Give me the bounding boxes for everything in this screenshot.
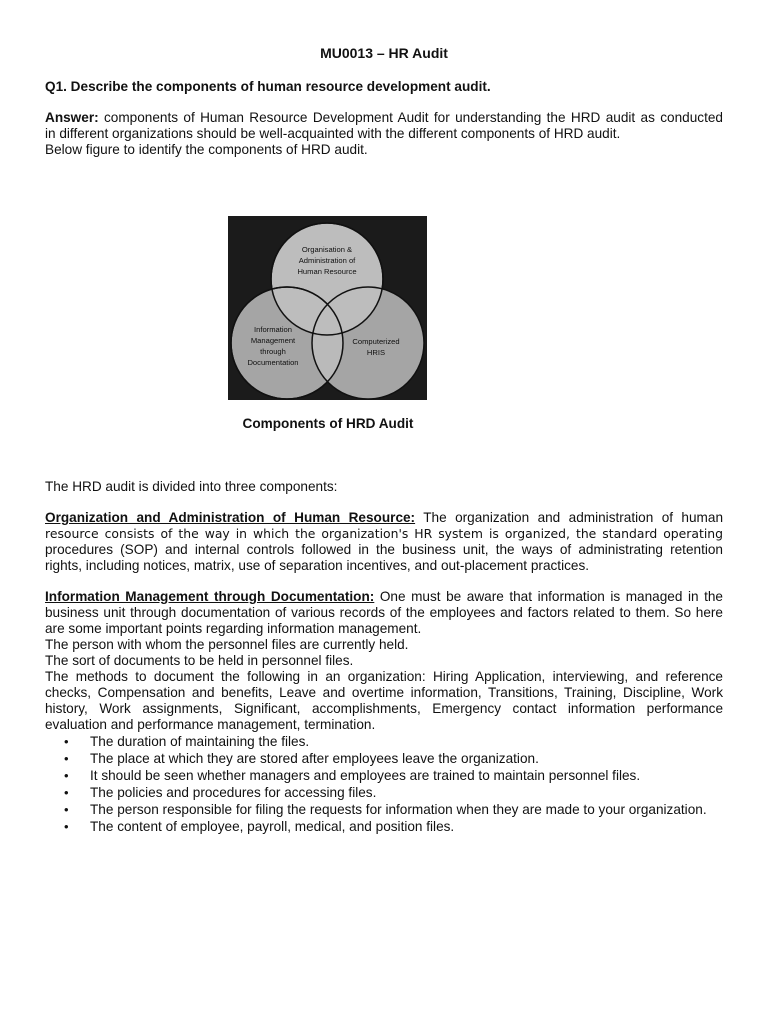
section2-line-1 (45, 589, 723, 605)
answer-line-2: in different organizations should be well-acquainted with the different components of HRD audit. (45, 126, 621, 141)
section1-line-1 (45, 510, 723, 526)
section2-line-4: The person with whom the personnel files are currently held. (45, 637, 409, 652)
document-title: MU0013 – HR Audit (320, 45, 448, 61)
venn-right-label-1: Computerized (352, 337, 400, 346)
figure-caption: Components of HRD Audit (242, 416, 414, 431)
section2-line-5: The sort of documents to be held in personnel files. (45, 653, 354, 668)
answer-line-3: Below figure to identify the components of HRD audit. (45, 142, 368, 157)
section2-line-3: are some important points regarding information management. (45, 621, 422, 636)
section2-line-7: checks, Compensation and benefits, Leave and overtime information, Transitions, Training, Discipline, Work (45, 685, 723, 700)
venn-left-label-4: Documentation (247, 358, 299, 367)
intro-text: The HRD audit is divided into three components: (45, 479, 338, 494)
list-item-text: It should be seen whether managers and employees are trained to maintain personnel files. (90, 768, 641, 783)
list-item (64, 784, 707, 801)
list-item (64, 733, 707, 750)
question-text: Q1. Describe the components of human resource development audit. (45, 79, 491, 94)
list-item-text: The person responsible for filing the requests for information when they are made to your organization. (90, 802, 707, 817)
list-item (64, 801, 707, 818)
bullet-list (64, 733, 707, 835)
list-item-text: The content of employee, payroll, medical, and position files. (90, 819, 455, 834)
answer-text: components of Human Resource Development Audit for understanding the HRD audit as conducted (98, 110, 723, 125)
venn-left-label-3: through (260, 347, 286, 356)
section1-line-3: procedures (SOP) and internal controls followed in the business unit, the ways of administrating retention (45, 542, 723, 557)
venn-left-label-1: Information (254, 325, 292, 334)
list-item (64, 818, 707, 835)
section2-line-9: evaluation and performance management, termination. (45, 717, 376, 732)
answer-line-1 (45, 110, 723, 126)
section1-heading: Organization and Administration of Human Resource: (45, 510, 416, 525)
bullet-icon: • (64, 734, 69, 749)
venn-top-label-1: Organisation & (301, 245, 353, 254)
section2-line-6: The methods to document the following in an organization: Hiring Application, interviewing, and reference (45, 669, 723, 684)
bullet-icon: • (64, 819, 69, 834)
section1-line-2: resource consists of the way in which the organization's HR system is organized, the standard operating (45, 526, 723, 541)
list-item (64, 750, 707, 767)
venn-top-label-3: Human Resource (297, 267, 357, 276)
section2-line-8: history, Work assignments, Significant, accomplishments, Emergency contact information performance (45, 701, 723, 716)
bullet-icon: • (64, 751, 69, 766)
section1-text: The organization and administration of human (415, 510, 724, 525)
section2-heading: Information Management through Documentation: (45, 589, 375, 604)
bullet-icon: • (64, 802, 69, 817)
venn-top-label-2: Administration of (298, 256, 356, 265)
bullet-icon: • (64, 785, 69, 800)
venn-left-label-2: Management (250, 336, 296, 345)
section1-line-4: rights, including notices, matrix, use of separation incentives, and out-placement practices. (45, 558, 590, 573)
answer-label: Answer: (45, 110, 99, 125)
section2-text: One must be aware that information is managed in the (374, 589, 723, 604)
list-item (64, 767, 707, 784)
list-item-text: The place at which they are stored after employees leave the organization. (90, 751, 539, 766)
hrd-venn-diagram (228, 216, 427, 400)
bullet-icon: • (64, 768, 69, 783)
section2-line-2: business unit through documentation of various records of the employees and factors related to them. So here (45, 605, 723, 620)
list-item-text: The policies and procedures for accessing files. (90, 785, 377, 800)
venn-right-label-2: HRIS (366, 348, 386, 357)
list-item-text: The duration of maintaining the files. (90, 734, 310, 749)
